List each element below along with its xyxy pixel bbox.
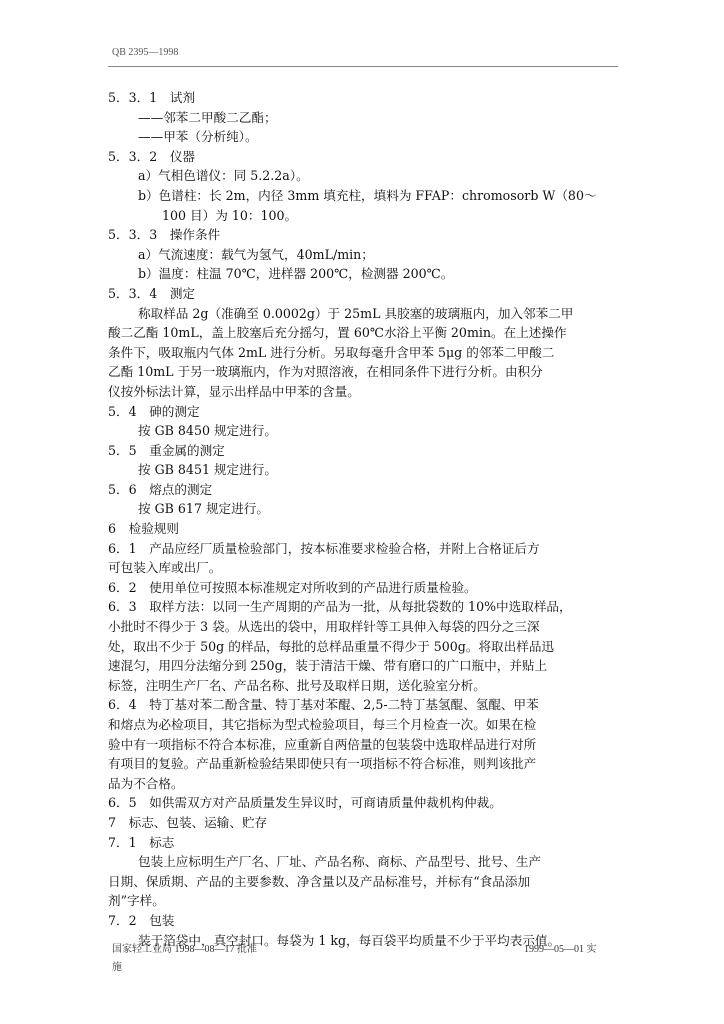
text-line: 酸二乙酯 10mL，盖上胶塞后充分摇匀，置 60℃水浴上平衡 20min。在上述操作 (108, 325, 567, 341)
text-line: 7 标志、包装、运输、贮存 (108, 814, 268, 830)
text-line: 5．3．2 仪器 (108, 148, 196, 164)
text-line: 处，取出不少于 50g 的样品，每批的总样品重量不得少于 500g。将取出样品迅 (108, 638, 555, 654)
text-line: 验中有一项指标不符合本标准，应重新自两倍量的包装袋中选取样品进行对所 (108, 736, 537, 752)
text-line: 6．1 产品应经厂质量检验部门，按本标准要求检验合格，并附上合格证后方 (108, 540, 540, 556)
text-line: 按 GB 617 规定进行。 (138, 501, 269, 517)
text-line: 仪按外标法计算，显示出样品中甲苯的含量。 (108, 383, 360, 399)
text-line: 标签，注明生产厂名、产品名称、批号及取样日期，送化验室分析。 (108, 677, 486, 693)
text-line: b）温度：柱温 70℃，进样器 200℃，检测器 200℃。 (138, 266, 454, 282)
text-line: b）色谱柱：长 2m，内径 3mm 填充柱，填料为 FFAP：chromosorb W（80～ (138, 187, 597, 203)
approval-note: 国家轻工业局 1998—08—17 批准 (112, 944, 257, 955)
text-line: 有项目的复验。产品重新检验结果即使只有一项指标不符合标准，则判该批产 (108, 756, 537, 772)
text-line: 6．2 使用单位可按照本标准规定对所收到的产品进行质量检验。 (108, 579, 477, 595)
document-body (108, 88, 620, 950)
text-line: 5．6 熔点的测定 (108, 481, 213, 497)
text-line: 速混匀，用四分法缩分到 250g，装于清洁干燥、带有磨口的广口瓶中，并贴上 (108, 658, 548, 674)
text-line: 6．3 取样方法：以同一生产周期的产品为一批，从每批袋数的 10%中选取样品， (108, 599, 572, 615)
text-line: 7．2 包装 (108, 912, 175, 928)
text-line: 包装上应标明生产厂名、厂址、产品名称、商标、产品型号、批号、生产 (138, 854, 541, 870)
text-line: 6．5 如供需双方对产品质量发生异议时，可商请质量仲裁机构仲裁。 (108, 795, 502, 811)
text-line: 乙酯 10mL 于另一玻璃瓶内，作为对照溶液，在相同条件下进行分析。由积分 (108, 364, 543, 380)
text-line: 日期、保质期、产品的主要参数、净含量以及产品标准号，并标有“食品添加 (108, 873, 531, 889)
text-line: 称取样品 2g（准确至 0.0002g）于 25mL 具胶塞的玻璃瓶内，加入邻苯二甲 (138, 305, 574, 321)
text-line: a）气流速度：载气为氢气，40mL/min； (138, 246, 374, 262)
text-line: ——邻苯二甲酸二乙酯； (138, 109, 277, 125)
text-line: 和熔点为必检项目，其它指标为型式检验项目，每三个月检查一次。如果在检 (108, 717, 537, 732)
text-line: 按 GB 8451 规定进行。 (138, 462, 277, 478)
text-line: 可包装入库或出厂。 (108, 560, 222, 576)
text-line: a）气相色谱仪：同 5.2.2a）。 (138, 168, 309, 184)
text-line: 6 检验规则 (108, 521, 179, 537)
text-line: 5．3．4 测定 (108, 285, 196, 301)
text-line: 5．3．1 试剂 (108, 90, 196, 105)
header-divider (108, 66, 618, 67)
text-line: 剂”字样。 (108, 893, 165, 909)
text-line: 5．3．3 操作条件 (108, 227, 221, 243)
text-line: 6．4 特丁基对苯二酚含量、特丁基对苯醌、2,5-二特丁基氢醌、氢醌、甲苯 (108, 697, 539, 713)
text-line: 按 GB 8450 规定进行。 (138, 423, 277, 439)
text-line: 7．1 标志 (108, 834, 175, 850)
text-line: 小批时不得少于 3 袋。从选出的袋中，用取样针等工具伸入每袋的四分之三深 (108, 619, 540, 635)
text-line: ——甲苯（分析纯）。 (138, 129, 258, 145)
text-line: 装于箔袋中，真空封口。每袋为 1 kg，每百袋平均质量不少于平均表示值。 (138, 932, 561, 948)
standard-number: QB 2395—1998 (112, 47, 179, 58)
approval-note-continued: 施 (112, 962, 122, 973)
text-line: 100 目）为 10：100。 (162, 207, 298, 223)
text-line: 5．4 砷的测定 (108, 403, 200, 419)
text-line: 5．5 重金属的测定 (108, 442, 225, 458)
implementation-date: 1999—05—01 实 (524, 944, 597, 955)
text-line: 条件下，吸取瓶内气体 2mL 进行分析。另取每毫升含甲苯 5μg 的邻苯二甲酸二 (108, 344, 555, 360)
text-line: 品为不合格。 (108, 775, 184, 791)
